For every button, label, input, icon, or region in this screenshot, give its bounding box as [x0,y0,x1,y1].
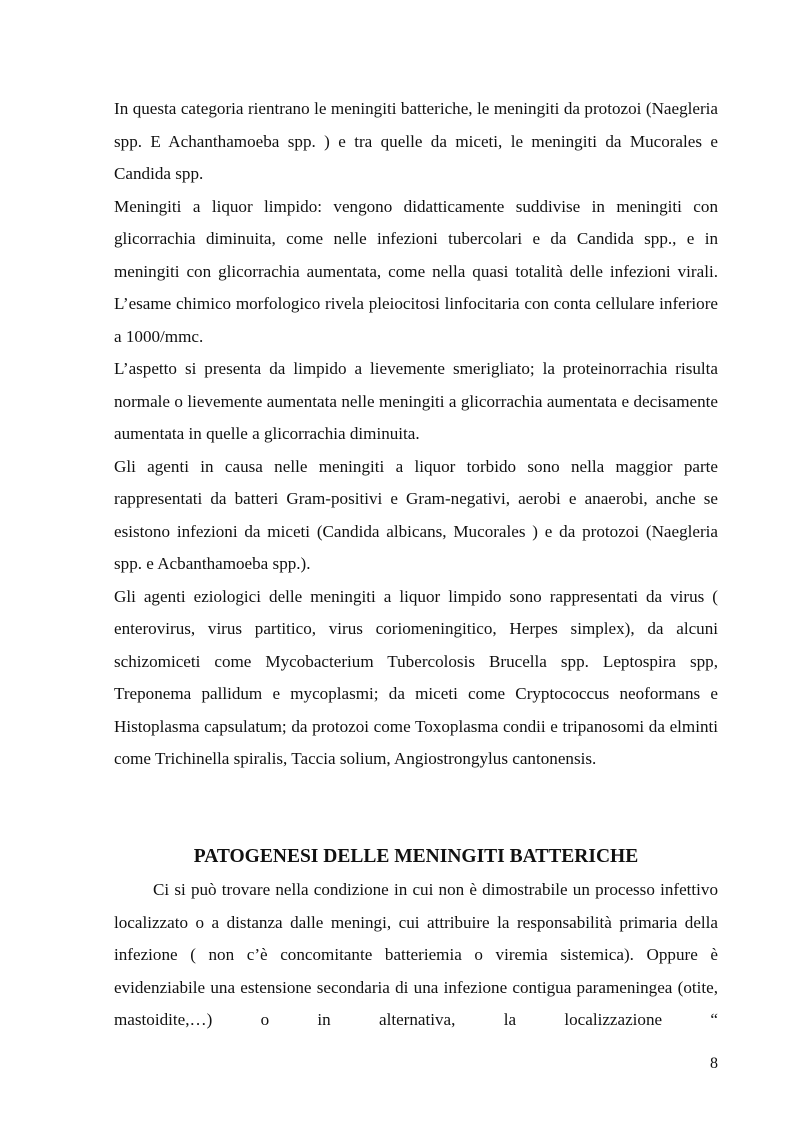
paragraph-liquor-limpido: Meningiti a liquor limpido: vengono didatticamente suddivise in meningiti con glicorrachia diminuita, come nelle infezioni tubercolari e da Candida spp., e in meningiti con glicorrachia aumentata, come nella quasi totalità delle infezioni virali. L’esame chimico morfologico rivela pleiocitosi linfocitaria con conta cellulare inferiore a 1000/mmc. [114,196,718,346]
paragraph-patogenesi: Ci si può trovare nella condizione in cui non è dimostrabile un processo infettivo localizzato o a distanza dalle meningi, cui attribuire la responsabilità primaria della infezione ( non c’è concomitante batteriemia o viremia sistemica). Oppure è evidenziabile una estensione secondaria di una infezione contigua parameningea (otite, mastoidite,…) o in alternativa, la localizzazione “ [114,880,718,1029]
paragraph-agenti-limpido: Gli agenti eziologici delle meningiti a liquor limpido sono rappresentati da virus ( enterovirus, virus partitico, virus coriomeningitico, Herpes simplex), da alcuni schizomiceti come Mycobacterium Tubercolosis Brucella spp. Leptospira spp, Treponema pallidum e mycoplasmi; da miceti come Cryptococcus neoformans e Histoplasma capsulatum; da protozoi come Toxoplasma condii e tripanosomi da elminti come Trichinella spiralis, Taccia solium, Angiostrongylus cantonensis. [114,586,718,768]
paragraph-agenti-torbido: Gli agenti in causa nelle meningiti a liquor torbido sono nella maggior parte rappresentati da batteri Gram-positivi e Gram-negativi, aerobi e anaerobi, anche se esistono infezioni da miceti (Candida albicans, Mucorales ) e da protozoi (Naegleria spp. e Acbanthamoeba spp.). [114,456,718,573]
body-text-lower [114,874,718,1037]
body-text-upper [114,93,718,776]
paragraph-aspetto: L’aspetto si presenta da limpido a lievemente smerigliato; la proteinorrachia risulta normale o lievemente aumentata nelle meningiti a glicorrachia aumentata e decisamente aumentata in quelle a glicorrachia diminuita. [114,359,718,443]
section-title: PATOGENESI DELLE MENINGITI BATTERICHE [193,846,639,867]
page-number: 8 [710,1055,718,1072]
paragraph-categoria: In questa categoria rientrano le meningiti batteriche, le meningiti da protozoi (Naegleria spp. E Achanthamoeba spp. ) e tra quelle da miceti, le meningiti da Mucorales e Candida spp. [114,99,718,183]
